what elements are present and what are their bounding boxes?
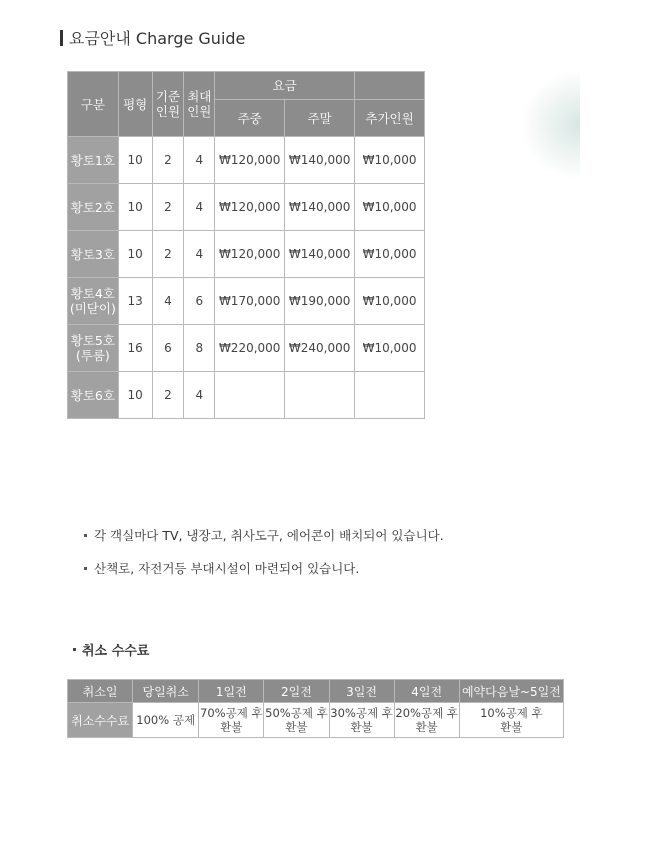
room-size: 10 <box>118 231 152 278</box>
max-persons: 8 <box>184 325 215 372</box>
header-empty <box>355 72 425 100</box>
max-persons: 4 <box>184 137 215 184</box>
note-text: 각 객실마다 TV, 냉장고, 취사도구, 에어콘이 배치되어 있습니다. <box>94 528 444 543</box>
header-fee: 요금 <box>215 72 355 100</box>
room-size: 13 <box>118 278 152 325</box>
room-name: 황토4호 (미닫이) <box>68 278 119 325</box>
header-size: 평형 <box>118 72 152 137</box>
cancel-title-text: 취소 수수료 <box>82 644 150 659</box>
base-persons: 2 <box>152 137 184 184</box>
note-text: 산책로, 자전거등 부대시설이 마련되어 있습니다. <box>94 561 360 576</box>
room-size: 10 <box>118 184 152 231</box>
cancel-value: 10%공제 후 환불 <box>459 703 563 738</box>
page-title-text: 요금안내 Charge Guide <box>69 29 246 48</box>
cancel-value: 70%공제 후 환불 <box>199 703 264 738</box>
cancel-fee-table <box>67 679 564 738</box>
extra-person-price: ₩10,000 <box>355 325 425 372</box>
base-persons: 2 <box>152 184 184 231</box>
header-extra-person: 추가인원 <box>355 100 425 137</box>
charge-table-row <box>68 184 425 231</box>
cancel-row-label: 취소수수료 <box>68 703 133 738</box>
room-size: 16 <box>118 325 152 372</box>
weekday-price: ₩170,000 <box>215 278 285 325</box>
base-persons: 2 <box>152 231 184 278</box>
room-name: 황토1호 <box>68 137 119 184</box>
charge-table <box>67 71 425 419</box>
weekday-price: ₩220,000 <box>215 325 285 372</box>
extra-person-price: ₩10,000 <box>355 278 425 325</box>
weekend-price: ₩240,000 <box>285 325 355 372</box>
weekday-price: ₩120,000 <box>215 137 285 184</box>
charge-table-row <box>68 137 425 184</box>
extra-person-price: ₩10,000 <box>355 184 425 231</box>
weekday-price: ₩120,000 <box>215 184 285 231</box>
bullet-icon <box>84 567 87 570</box>
weekend-price: ₩140,000 <box>285 231 355 278</box>
base-persons: 6 <box>152 325 184 372</box>
cancel-header: 당일취소 <box>133 680 199 703</box>
weekend-price: ₩140,000 <box>285 184 355 231</box>
cancel-header: 3일전 <box>329 680 394 703</box>
room-name: 황토6호 <box>68 372 119 419</box>
extra-person-price: ₩10,000 <box>355 137 425 184</box>
max-persons: 4 <box>184 184 215 231</box>
note-item <box>84 559 444 577</box>
room-size: 10 <box>118 137 152 184</box>
max-persons: 6 <box>184 278 215 325</box>
cancel-header: 예약다음날~5일전 <box>459 680 563 703</box>
weekend-price <box>285 372 355 419</box>
header-weekend: 주말 <box>285 100 355 137</box>
bullet-icon <box>84 534 87 537</box>
weekday-price <box>215 372 285 419</box>
cancel-header: 취소일 <box>68 680 133 703</box>
room-name: 황토3호 <box>68 231 119 278</box>
cancel-header: 4일전 <box>394 680 459 703</box>
bullet-icon <box>73 648 76 651</box>
weekend-price: ₩190,000 <box>285 278 355 325</box>
charge-table-row <box>68 231 425 278</box>
header-base-persons: 기준 인원 <box>152 72 184 137</box>
base-persons: 2 <box>152 372 184 419</box>
room-name: 황토2호 <box>68 184 119 231</box>
charge-table-row <box>68 325 425 372</box>
room-size: 10 <box>118 372 152 419</box>
header-max-persons: 최대 인원 <box>184 72 215 137</box>
weekend-price: ₩140,000 <box>285 137 355 184</box>
decorative-glow <box>520 70 580 180</box>
cancel-value: 50%공제 후 환불 <box>264 703 329 738</box>
page-title <box>60 26 245 49</box>
cancel-header: 2일전 <box>264 680 329 703</box>
title-bar-marker <box>60 30 63 46</box>
cancel-value: 20%공제 후 환불 <box>394 703 459 738</box>
charge-table-row <box>68 278 425 325</box>
max-persons: 4 <box>184 372 215 419</box>
header-weekday: 주중 <box>215 100 285 137</box>
note-item <box>84 526 444 544</box>
extra-person-price <box>355 372 425 419</box>
weekday-price: ₩120,000 <box>215 231 285 278</box>
room-name: 황토5호 (투룸) <box>68 325 119 372</box>
header-category: 구분 <box>68 72 119 137</box>
extra-person-price: ₩10,000 <box>355 231 425 278</box>
cancel-section-title <box>73 640 149 659</box>
notes-list <box>84 526 444 592</box>
cancel-value: 30%공제 후 환불 <box>329 703 394 738</box>
base-persons: 4 <box>152 278 184 325</box>
cancel-header: 1일전 <box>199 680 264 703</box>
max-persons: 4 <box>184 231 215 278</box>
charge-table-row <box>68 372 425 419</box>
cancel-value: 100% 공제 <box>133 703 199 738</box>
